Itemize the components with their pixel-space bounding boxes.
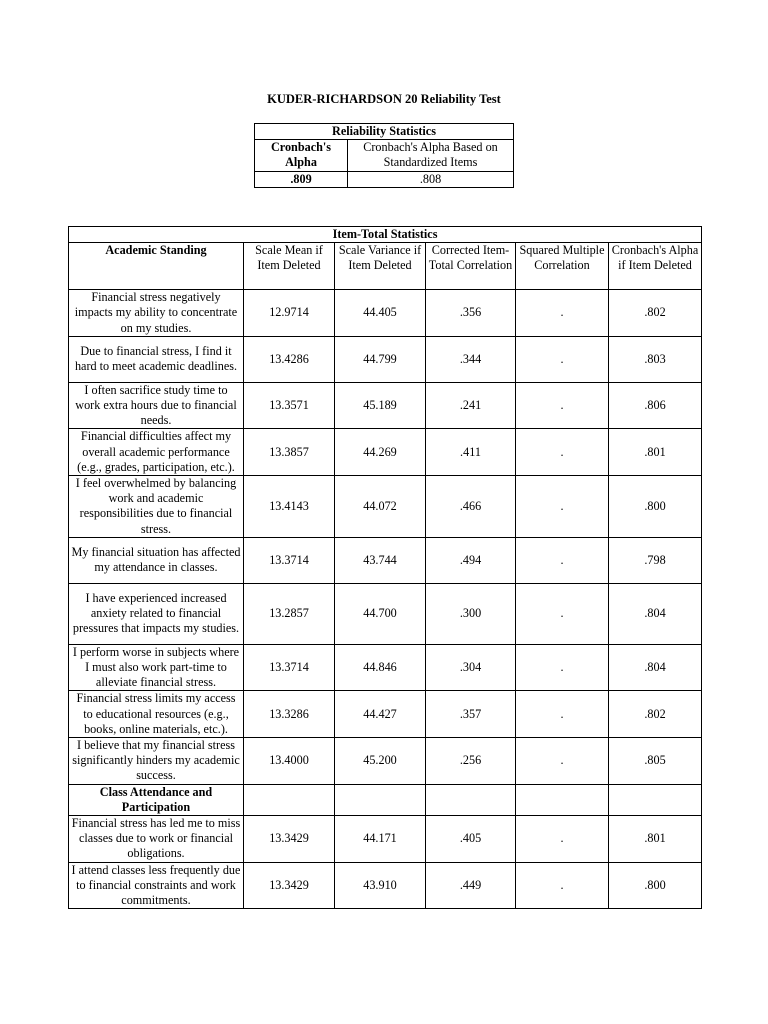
corrected-correlation: .466 bbox=[426, 476, 516, 538]
squared-multiple-header: Squared Multiple Correlation bbox=[516, 243, 609, 290]
scale-variance-header: Scale Variance if Item Deleted bbox=[335, 243, 426, 290]
scale-variance: 44.700 bbox=[335, 583, 426, 644]
alpha-if-deleted: .804 bbox=[609, 644, 702, 691]
corrected-correlation: .449 bbox=[426, 862, 516, 909]
table-row bbox=[69, 382, 702, 429]
empty-cell bbox=[335, 784, 426, 815]
item-text: Financial stress has led me to miss classes due to work or financial obligations. bbox=[69, 816, 244, 863]
empty-cell bbox=[516, 784, 609, 815]
scale-variance: 44.269 bbox=[335, 429, 426, 476]
scale-variance: 44.405 bbox=[335, 290, 426, 337]
alpha-if-deleted: .801 bbox=[609, 429, 702, 476]
scale-mean: 13.4143 bbox=[244, 476, 335, 538]
alpha-if-deleted: .802 bbox=[609, 290, 702, 337]
corrected-correlation: .411 bbox=[426, 429, 516, 476]
page-title: KUDER-RICHARDSON 20 Reliability Test bbox=[267, 92, 501, 106]
scale-mean: 13.2857 bbox=[244, 583, 335, 644]
academic-standing-header: Academic Standing bbox=[69, 243, 244, 290]
item-text: I perform worse in subjects where I must also work part-time to alleviate financial stress. bbox=[69, 644, 244, 691]
squared-multiple: . bbox=[516, 336, 609, 382]
item-text: I believe that my financial stress significantly hinders my academic success. bbox=[69, 738, 244, 785]
table-row bbox=[69, 583, 702, 644]
scale-variance: 44.072 bbox=[335, 476, 426, 538]
squared-multiple: . bbox=[516, 816, 609, 863]
item-total-statistics-table bbox=[68, 226, 702, 909]
standardized-alpha-value: .808 bbox=[348, 171, 514, 187]
scale-mean: 13.3571 bbox=[244, 382, 335, 429]
scale-mean: 13.3714 bbox=[244, 537, 335, 583]
scale-mean: 13.3714 bbox=[244, 644, 335, 691]
corrected-correlation: .304 bbox=[426, 644, 516, 691]
item-text: I have experienced increased anxiety related to financial pressures that impacts my studies. bbox=[69, 583, 244, 644]
table-row bbox=[69, 429, 702, 476]
alpha-if-deleted: .800 bbox=[609, 476, 702, 538]
standardized-alpha-header: Cronbach's Alpha Based on Standardized Items bbox=[348, 140, 514, 171]
corrected-correlation: .300 bbox=[426, 583, 516, 644]
empty-cell bbox=[426, 784, 516, 815]
corrected-correlation: .256 bbox=[426, 738, 516, 785]
scale-mean: 13.3857 bbox=[244, 429, 335, 476]
item-text: Financial difficulties affect my overall academic performance (e.g., grades, participation, etc.). bbox=[69, 429, 244, 476]
scale-variance: 44.171 bbox=[335, 816, 426, 863]
squared-multiple: . bbox=[516, 382, 609, 429]
squared-multiple: . bbox=[516, 691, 609, 738]
table-row bbox=[69, 290, 702, 337]
cronbach-alpha-header: Cronbach's Alpha bbox=[255, 140, 348, 171]
empty-cell bbox=[609, 784, 702, 815]
item-text: My financial situation has affected my attendance in classes. bbox=[69, 537, 244, 583]
alpha-if-deleted: .805 bbox=[609, 738, 702, 785]
alpha-if-deleted: .804 bbox=[609, 583, 702, 644]
scale-variance: 44.846 bbox=[335, 644, 426, 691]
alpha-if-deleted: .803 bbox=[609, 336, 702, 382]
table-row bbox=[69, 691, 702, 738]
scale-variance: 43.744 bbox=[335, 537, 426, 583]
scale-mean: 13.4000 bbox=[244, 738, 335, 785]
section-label: Class Attendance and Participation bbox=[69, 784, 244, 815]
corrected-correlation: .241 bbox=[426, 382, 516, 429]
squared-multiple: . bbox=[516, 537, 609, 583]
cronbach-alpha-value: .809 bbox=[255, 171, 348, 187]
item-text: Due to financial stress, I find it hard to meet academic deadlines. bbox=[69, 336, 244, 382]
item-text: I attend classes less frequently due to financial constraints and work commitments. bbox=[69, 862, 244, 909]
corrected-correlation-header: Corrected Item-Total Correlation bbox=[426, 243, 516, 290]
corrected-correlation: .405 bbox=[426, 816, 516, 863]
table-row bbox=[69, 816, 702, 863]
table-row bbox=[69, 537, 702, 583]
squared-multiple: . bbox=[516, 583, 609, 644]
item-text: Financial stress negatively impacts my ability to concentrate on my studies. bbox=[69, 290, 244, 337]
scale-mean: 13.4286 bbox=[244, 336, 335, 382]
corrected-correlation: .356 bbox=[426, 290, 516, 337]
scale-variance: 43.910 bbox=[335, 862, 426, 909]
scale-mean: 13.3286 bbox=[244, 691, 335, 738]
alpha-if-deleted: .806 bbox=[609, 382, 702, 429]
squared-multiple: . bbox=[516, 476, 609, 538]
scale-mean: 13.3429 bbox=[244, 816, 335, 863]
item-text: I often sacrifice study time to work extra hours due to financial needs. bbox=[69, 382, 244, 429]
squared-multiple: . bbox=[516, 290, 609, 337]
reliability-caption: Reliability Statistics bbox=[255, 124, 514, 140]
item-text: I feel overwhelmed by balancing work and academic responsibilities due to financial stress. bbox=[69, 476, 244, 538]
item-text: Financial stress limits my access to educational resources (e.g., books, online materials, etc.). bbox=[69, 691, 244, 738]
table-row bbox=[69, 738, 702, 785]
scale-variance: 45.189 bbox=[335, 382, 426, 429]
table-row bbox=[69, 644, 702, 691]
table-row bbox=[69, 862, 702, 909]
scale-variance: 44.799 bbox=[335, 336, 426, 382]
squared-multiple: . bbox=[516, 429, 609, 476]
squared-multiple: . bbox=[516, 644, 609, 691]
alpha-if-deleted-header: Cronbach's Alpha if Item Deleted bbox=[609, 243, 702, 290]
scale-mean: 12.9714 bbox=[244, 290, 335, 337]
squared-multiple: . bbox=[516, 738, 609, 785]
corrected-correlation: .357 bbox=[426, 691, 516, 738]
scale-variance: 44.427 bbox=[335, 691, 426, 738]
corrected-correlation: .494 bbox=[426, 537, 516, 583]
alpha-if-deleted: .801 bbox=[609, 816, 702, 863]
reliability-statistics-table bbox=[254, 123, 514, 188]
scale-mean: 13.3429 bbox=[244, 862, 335, 909]
scale-mean-header: Scale Mean if Item Deleted bbox=[244, 243, 335, 290]
corrected-correlation: .344 bbox=[426, 336, 516, 382]
alpha-if-deleted: .800 bbox=[609, 862, 702, 909]
table-row bbox=[69, 476, 702, 538]
item-total-caption: Item-Total Statistics bbox=[69, 227, 702, 243]
empty-cell bbox=[244, 784, 335, 815]
squared-multiple: . bbox=[516, 862, 609, 909]
alpha-if-deleted: .798 bbox=[609, 537, 702, 583]
alpha-if-deleted: .802 bbox=[609, 691, 702, 738]
section-row bbox=[69, 784, 702, 815]
scale-variance: 45.200 bbox=[335, 738, 426, 785]
table-row bbox=[69, 336, 702, 382]
